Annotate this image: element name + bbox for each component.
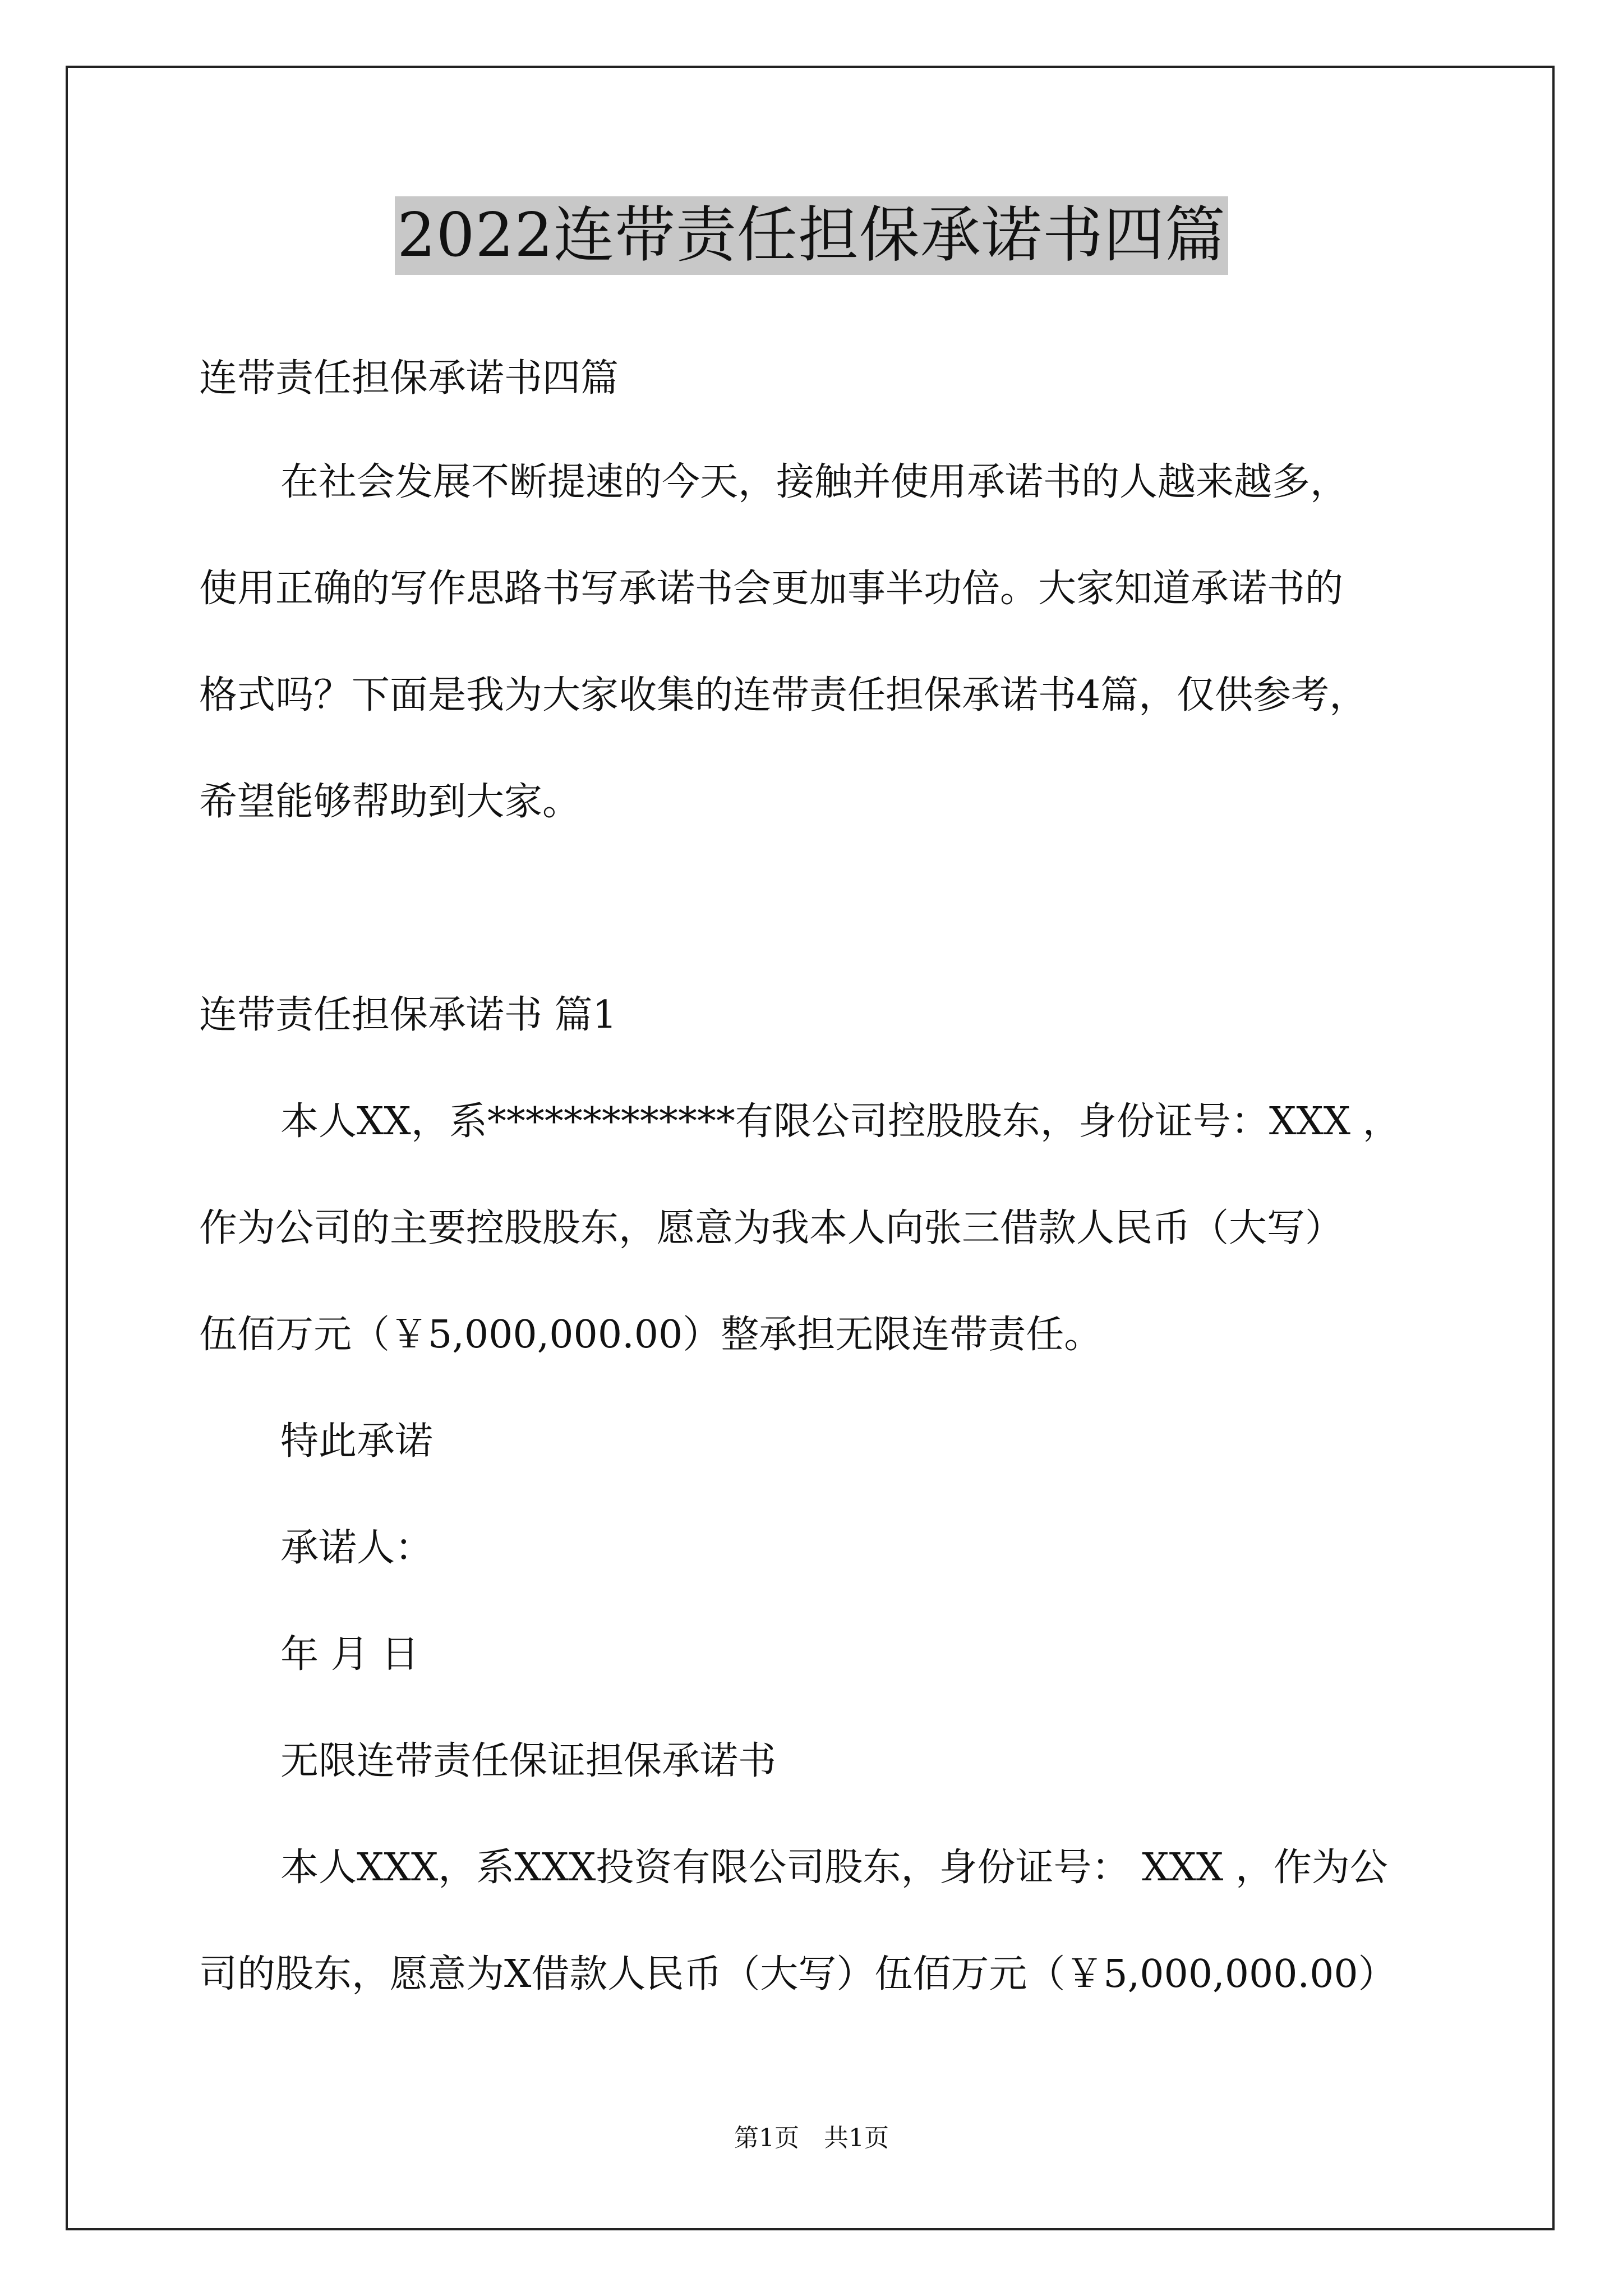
paragraph-line: 特此承诺 — [280, 1419, 434, 1464]
document-title: 2022连带责任担保承诺书四篇 — [395, 196, 1228, 275]
paragraph-line: 在社会发展不断提速的今天，接触并使用承诺书的人越来越多， — [280, 460, 1349, 504]
paragraph-line: 使用正确的写作思路书写承诺书会更加事半功倍。大家知道承诺书的 — [199, 567, 1344, 611]
title-container — [0, 196, 1623, 275]
paragraph-line: 司的股东，愿意为X借款人民币（大写）伍佰万元（￥5,000,000.00） — [199, 1952, 1396, 1996]
paragraph-line: 承诺人： — [280, 1526, 434, 1570]
section-heading: 连带责任担保承诺书 篇1 — [199, 993, 617, 1037]
paragraph-line: 本人XXX，系XXX投资有限公司股东，身份证号： XXX ，作为公 — [280, 1846, 1388, 1890]
paragraph-line: 本人XX，系*************有限公司控股股东，身份证号：XXX ， — [280, 1099, 1401, 1144]
paragraph-line: 作为公司的主要控股股东，愿意为我本人向张三借款人民币（大写） — [199, 1206, 1344, 1250]
paragraph-line: 格式吗？下面是我为大家收集的连带责任担保承诺书4篇，仅供参考， — [199, 673, 1368, 717]
page-footer: 第1页 共1页 — [734, 2124, 889, 2152]
section-heading: 连带责任担保承诺书四篇 — [199, 356, 619, 401]
paragraph-line: 伍佰万元（￥5,000,000.00）整承担无限连带责任。 — [199, 1313, 1103, 1357]
date-line: 年 月 日 — [280, 1632, 419, 1677]
subheading: 无限连带责任保证担保承诺书 — [280, 1739, 777, 1783]
paragraph-line: 希望能够帮助到大家。 — [199, 780, 581, 824]
